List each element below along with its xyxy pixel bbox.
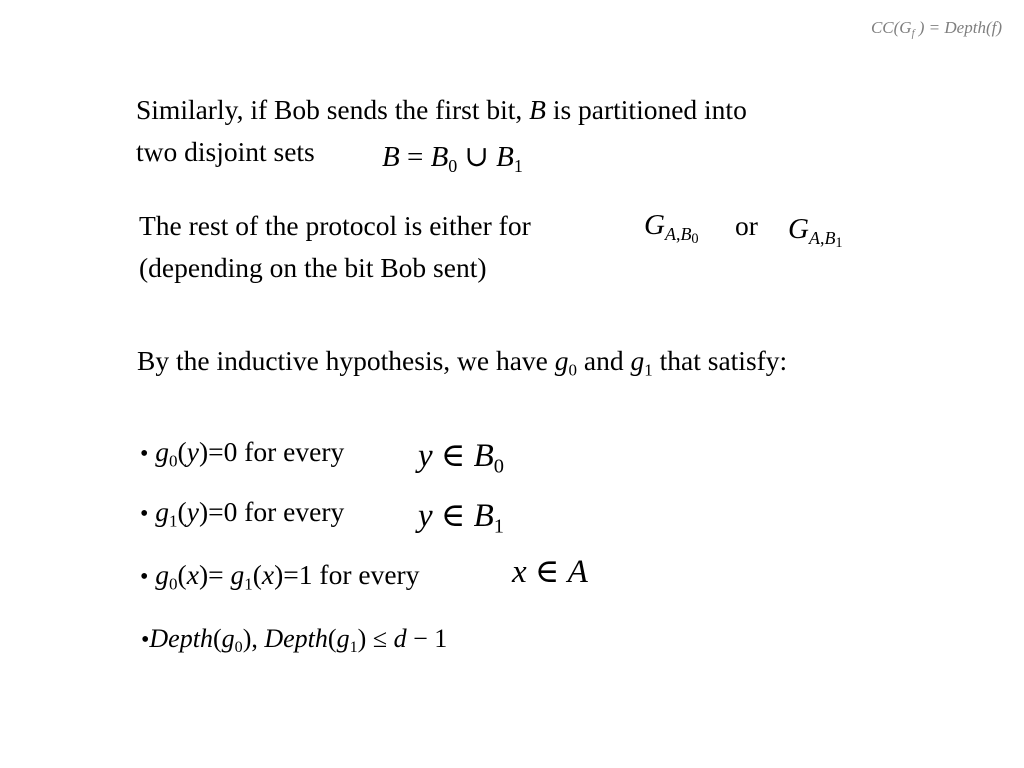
bullet-g-sub: 0 [169,574,178,594]
para3-text-b: that satisfy: [652,345,788,376]
bullet-2 [140,496,345,531]
formula-b0-sub: 0 [448,155,458,176]
bullet-g-sub: 1 [169,511,178,531]
para1-line1 [136,96,747,124]
bullet-paren: ( [177,496,187,527]
bullet-marker: • [140,564,149,590]
math-set: A [567,554,588,590]
bullet-3 [140,559,420,594]
bullet-g-sub: 0 [169,451,178,471]
bullet-var2: x [261,559,275,590]
depth-g0-sub: 0 [234,639,243,657]
formula-b0: B [430,141,449,173]
header-subscript: f [911,28,915,40]
bullet-eq: )= [198,559,231,590]
game-sub-a: A [664,223,676,244]
math-var: y [418,438,433,474]
para3-text-a: By the inductive hypothesis, we have [137,345,555,376]
formula-b1-sub: 1 [513,155,523,176]
bullet-var: x [186,559,199,590]
bullet-3-math [512,556,588,589]
bullet-marker: • [140,501,149,527]
formula-b1: B [496,141,514,173]
minus-sign: − [406,624,435,653]
slide-header [871,18,1002,38]
game-sub-comma: , [819,227,825,248]
formula-eq: = [399,141,431,173]
bullet-g: g [155,436,170,467]
bullet-marker: • [141,627,150,653]
bullet-g2: g [230,559,245,590]
depth-g0: g [221,624,235,653]
header-prefix: CC(G [870,18,912,37]
bullet-text: )=0 for every [198,436,345,467]
game-g: G [788,213,809,245]
math-set-sub: 0 [493,455,504,478]
partition-formula [382,141,523,176]
bullet-g2-sub: 1 [244,574,253,594]
math-in: ∈ [432,438,474,474]
or-word: or [735,210,758,241]
bullet-text: )=0 for every [198,496,345,527]
para1-var-b: B [529,94,546,125]
depth-g1: g [336,624,350,653]
paren-open-2: ( [327,624,337,653]
math-var: x [512,554,527,590]
bullet-paren: ( [177,559,187,590]
para3-g0-sub: 0 [568,360,578,380]
formula-lhs: B [382,141,400,173]
para3-g0: g [554,345,569,376]
bullet-paren2: ( [252,559,262,590]
game-a-b1 [788,213,843,251]
bullet-2-math [418,498,504,538]
math-in: ∈ [526,554,568,590]
depth-2: Depth [264,624,328,653]
game-sub-b: B [680,223,692,244]
para1-text-b: is partitioned into [545,94,747,125]
game-sub-a: A [808,227,820,248]
leq-sign: ≤ [366,624,394,653]
math-set: B [473,498,494,534]
game-sub-b-index: 1 [835,234,843,251]
one: 1 [434,624,448,653]
bullet-4 [141,624,448,657]
depth-1: Depth [149,624,213,653]
header-suffix: ) = Depth(f) [914,18,1002,37]
math-set: B [473,438,494,474]
paren-open-1: ( [212,624,222,653]
para3-g1: g [630,345,645,376]
para1-line2: two disjoint sets [136,136,315,167]
para3-g1-sub: 1 [644,360,653,380]
formula-union: ∪ [457,141,497,173]
game-sub-b-index: 0 [691,230,699,247]
var-d: d [393,624,407,653]
game-a-b0 [644,209,699,247]
bullet-var: y [186,436,199,467]
depth-g1-sub: 1 [349,639,358,657]
bullet-var: y [186,496,199,527]
para2-line1: The rest of the protocol is either for [139,210,531,241]
bullet-g: g [155,496,170,527]
game-sub-comma: , [675,223,681,244]
para3-and: and [577,345,631,376]
bullet-paren: ( [177,436,187,467]
game-sub-b: B [824,227,836,248]
math-set-sub: 1 [493,515,504,538]
bullet-marker: • [140,441,149,467]
math-in: ∈ [432,498,474,534]
paren-close-1: ), [242,624,265,653]
paren-close-2: ) [357,624,367,653]
bullet-g: g [155,559,170,590]
bullet-1 [140,436,345,471]
bullet-text: )=1 for every [274,559,420,590]
game-g: G [644,209,665,241]
bullet-1-math [418,438,504,478]
math-var: y [418,498,433,534]
para3-line [137,345,788,380]
para1-text-a: Similarly, if Bob sends the first bit, [136,94,530,125]
para2-line2: (depending on the bit Bob sent) [139,252,487,283]
